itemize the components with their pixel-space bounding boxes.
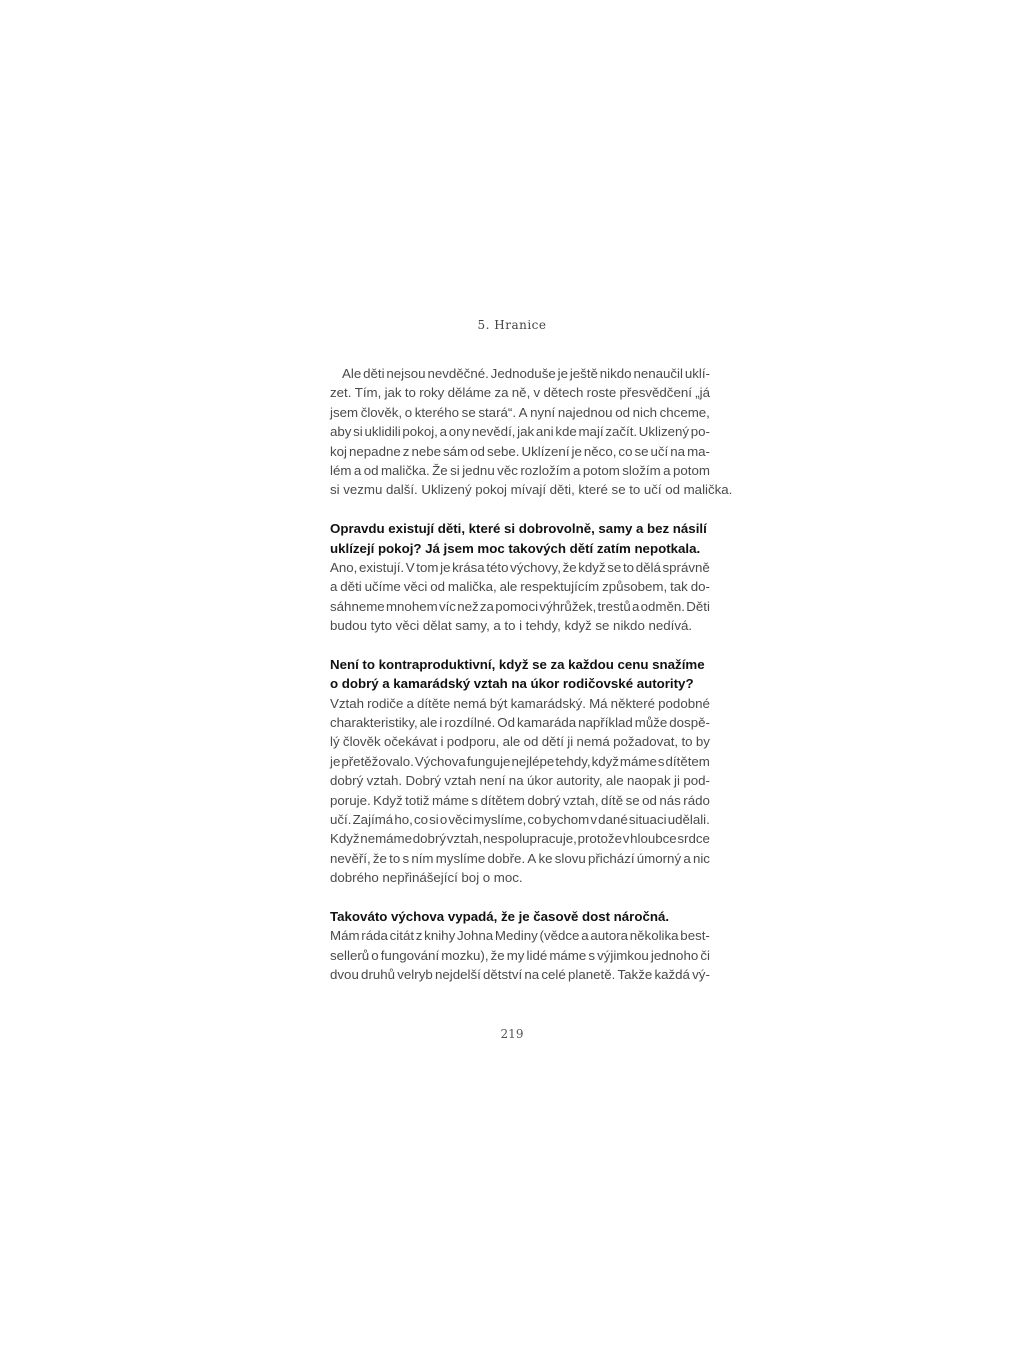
text-line: aby si uklidili pokoj, a ony nevědí, jak ani kde mají začít. Uklizený po- <box>330 424 710 440</box>
text-line: Takováto výchova vypadá, že je časově dost náročná. <box>330 908 670 924</box>
text-line: dobrého nepřinášející boj o moc. <box>330 870 523 886</box>
text-line: a děti učíme věci od malička, ale respektujícím způsobem, tak do- <box>330 579 710 595</box>
page-number: 219 <box>500 1027 524 1041</box>
body-paragraph <box>330 364 733 500</box>
body-paragraph <box>330 558 710 636</box>
text-line: lém a od malička. Že si jednu věc rozložím a potom složím a potom <box>330 462 710 478</box>
text-line: charakteristiky, ale i rozdílné. Od kamaráda například může dospě- <box>330 715 710 731</box>
page-body <box>330 364 733 985</box>
text-line: Ale děti nejsou nevděčné. Jednoduše je ještě nikdo nenaučil uklí- <box>342 366 710 381</box>
body-paragraph <box>330 694 710 888</box>
text-line: Není to kontraproduktivní, když se za každou cenu snažíme <box>330 656 705 672</box>
running-head: 5. Hranice <box>477 318 547 332</box>
question-heading <box>330 907 710 926</box>
body-paragraph <box>330 926 710 984</box>
text-line: učí. Zajímá ho, co si o věci myslíme, co bychom v dané situaci udělali. <box>330 811 710 827</box>
question-heading <box>330 655 710 694</box>
text-line: sellerů o fungování mozku), že my lidé máme s výjimkou jednoho či <box>330 947 710 963</box>
text-line: Vztah rodiče a dítěte nemá být kamarádský. Má některé podobné <box>330 695 710 711</box>
paragraph-gap <box>330 888 710 907</box>
text-line: Opravdu existují děti, které si dobrovolně, samy a bez násilí <box>330 521 707 537</box>
text-line: sáhneme mnohem víc než za pomoci výhrůžek, trestů a odměn. Děti <box>330 598 710 614</box>
text-line: budou tyto věci dělat samy, a to i tehdy, když se nikdo nedívá. <box>330 618 693 634</box>
text-line: Mám ráda citát z knihy Johna Mediny (vědce a autora několika best- <box>330 928 710 944</box>
text-line: Když nemáme dobrý vztah, nespolupracuje, protože v hloubce srdce <box>330 831 710 847</box>
text-line: dobrý vztah. Dobrý vztah není na úkor autority, ale naopak ji pod- <box>330 773 710 789</box>
text-line: je přetěžovalo. Výchova funguje nejlépe tehdy, když máme s dítětem <box>330 753 710 769</box>
paragraph-gap <box>330 635 710 654</box>
text-line: nevěří, že to s ním myslíme dobře. A ke slovu přichází úmorný a nic <box>330 850 710 866</box>
text-line: jsem člověk, o kterého se stará“. A nyní najednou od nich chceme, <box>330 404 710 420</box>
text-line: zet. Tím, jak to roky děláme za ně, v dětech roste přesvědčení „já <box>330 385 710 401</box>
text-line: o dobrý a kamarádský vztah na úkor rodičovské autority? <box>330 676 694 692</box>
text-line: koj nepadne z nebe sám od sebe. Uklízení je něco, co se učí na ma- <box>330 443 710 459</box>
text-line: uklízejí pokoj? Já jsem moc takových dětí zatím nepotkala. <box>330 540 701 556</box>
text-line: dvou druhů velryb nejdelší dětství na celé planetě. Takže každá vý- <box>330 967 710 983</box>
question-heading <box>330 519 710 558</box>
text-line: si vezmu další. Uklizený pokoj mívají děti, které se to učí od malička. <box>330 482 733 498</box>
text-line: poruje. Když totiž máme s dítětem dobrý vztah, dítě se od nás rádo <box>330 792 710 808</box>
paragraph-gap <box>330 500 710 519</box>
text-line: lý člověk očekávat i podporu, ale od dětí ji nemá požadovat, to by <box>330 734 710 750</box>
text-line: Ano, existují. V tom je krása této výchovy, že když se to dělá správně <box>330 559 710 575</box>
